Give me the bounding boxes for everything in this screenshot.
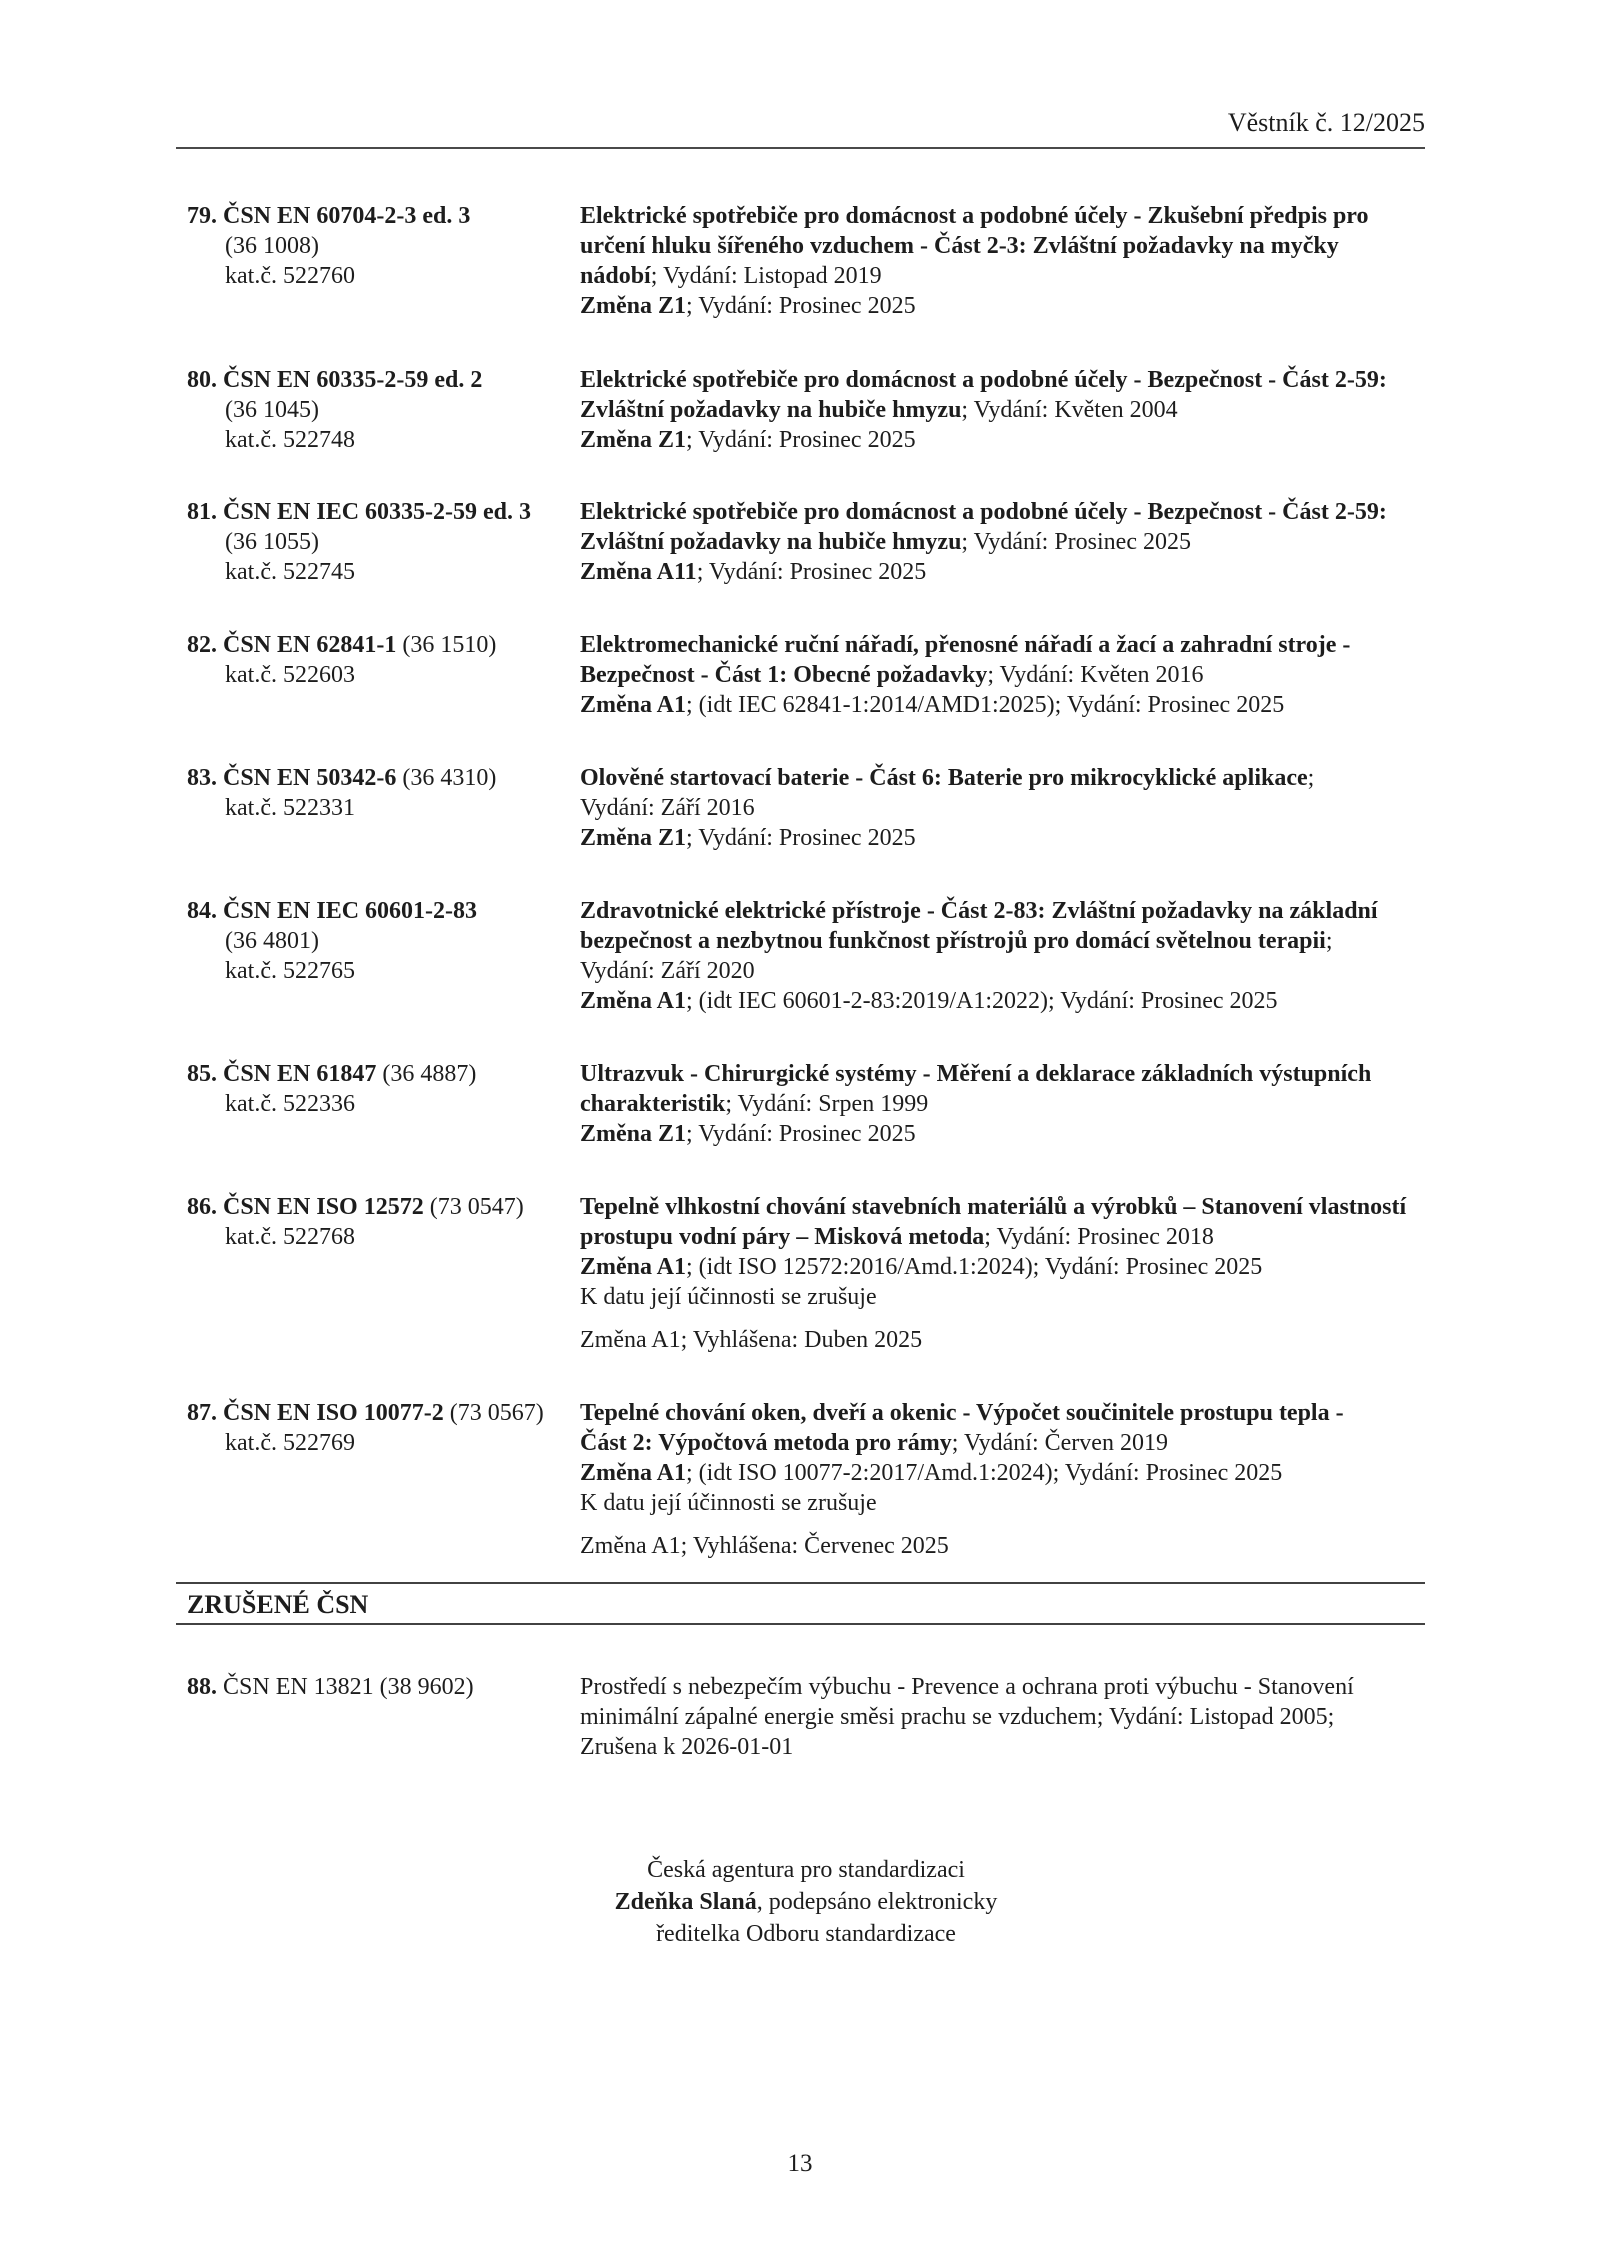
standard-title: Zdravotnické elektrické přístroje - Část 2-83: Zvláštní požadavky na základní: [580, 898, 1378, 924]
item-catalog-number: kat.č. 522745: [225, 559, 355, 585]
page-header: Věstník č. 12/2025: [1227, 108, 1425, 137]
header-rule: [176, 147, 1425, 149]
item-class-code: (36 1510): [402, 632, 497, 658]
description-line: [580, 231, 1425, 261]
description-line: [580, 1192, 1425, 1222]
item-class-code: (36 1045): [225, 397, 319, 423]
issue-info: ; Vydání: Červen 2019: [951, 1430, 1168, 1456]
standard-title: Zvláštní požadavky na hubiče hmyzu: [580, 397, 962, 423]
description-line: [580, 261, 1425, 291]
section-heading: [176, 1582, 1425, 1625]
standard-title: Elektrické spotřebiče pro domácnost a podobné účely - Zkušební předpis pro: [580, 203, 1369, 229]
item-description: [580, 497, 1425, 587]
item-heading-line: [187, 1059, 580, 1089]
signature-line: [187, 1886, 1425, 1918]
issue-info: ; Vydání: Květen 2016: [987, 662, 1204, 688]
description-line: [580, 557, 1425, 587]
amendment-name: Změna Z1: [580, 1121, 687, 1147]
amendment-issue-info: ; (idt IEC 62841-1:2014/AMD1:2025); Vydání: Prosinec 2025: [686, 692, 1285, 718]
item-heading-line: [187, 630, 580, 660]
description-line: [580, 395, 1425, 425]
item-catalog-number: kat.č. 522336: [225, 1091, 355, 1117]
item-number: 87.: [187, 1400, 217, 1426]
section-heading-label: ZRUŠENÉ ČSN: [187, 1590, 369, 1619]
item-catalog-number: kat.č. 522331: [225, 795, 355, 821]
standard-title: Elektrické spotřebiče pro domácnost a podobné účely - Bezpečnost - Část 2-59:: [580, 499, 1387, 525]
item-class-code: (36 1008): [225, 233, 319, 259]
description-line: Prostředí s nebezpečím výbuchu - Prevence a ochrana proti výbuchu - Stanovení: [580, 1674, 1354, 1700]
description-line: [580, 365, 1425, 395]
description-line: [580, 1222, 1425, 1252]
issue-info: ; Vydání: Prosinec 2025: [961, 529, 1191, 555]
item-catalog-number: kat.č. 522765: [225, 958, 355, 984]
item-catalog-number: kat.č. 522603: [225, 662, 355, 688]
description-line: [580, 1059, 1425, 1089]
amendment-name: Změna A1: [580, 1254, 687, 1280]
description-line: [580, 1398, 1425, 1428]
description-line: [580, 291, 1425, 321]
signature-method: , podepsáno elektronicky: [756, 1889, 998, 1915]
item-number: 86.: [187, 1194, 217, 1220]
standard-title: určení hluku šířeného vzduchem - Část 2-3: Zvláštní požadavky na myčky: [580, 233, 1339, 259]
item-label: [187, 1398, 580, 1561]
description-line: [580, 497, 1425, 527]
item-number: 88.: [187, 1674, 217, 1700]
signature-block: [187, 1854, 1425, 1950]
item-description: [580, 201, 1425, 321]
standard-title: Zvláštní požadavky na hubiče hmyzu: [580, 529, 962, 555]
item-catalog-number: kat.č. 522768: [225, 1224, 355, 1250]
announced-amendment-note: Změna A1; Vyhlášena: Červenec 2025: [580, 1533, 949, 1559]
amendment-name: Změna Z1: [580, 825, 687, 851]
amendment-name: Změna Z1: [580, 293, 687, 319]
item-designation: ČSN EN 60335-2-59 ed. 2: [223, 367, 483, 393]
standard-item: [187, 201, 1425, 321]
item-catalog-number: kat.č. 522760: [225, 263, 355, 289]
item-designation: ČSN EN ISO 10077-2: [223, 1400, 444, 1426]
item-class-code: (73 0567): [449, 1400, 544, 1426]
item-catalog-number: kat.č. 522748: [225, 427, 355, 453]
description-line: [580, 1428, 1425, 1458]
issue-info: ; Vydání: Listopad 2019: [650, 263, 882, 289]
signature-organization: Česká agentura pro standardizaci: [647, 1857, 965, 1883]
amendment-issue-info: ; (idt ISO 10077-2:2017/Amd.1:2024); Vydání: Prosinec 2025: [686, 1460, 1283, 1486]
standard-item: [187, 497, 1425, 587]
item-label: [187, 1672, 580, 1762]
item-label: [187, 1192, 580, 1355]
standard-title: Bezpečnost - Část 1: Obecné požadavky: [580, 662, 988, 688]
standard-item: [187, 1192, 1425, 1355]
description-line: [580, 660, 1425, 690]
effective-date-note: K datu její účinnosti se zrušuje: [580, 1490, 877, 1516]
item-designation: ČSN EN 62841-1: [223, 632, 397, 658]
description-line: [580, 630, 1425, 660]
description-line: [580, 425, 1425, 455]
standard-title: nádobí: [580, 263, 651, 289]
item-designation: ČSN EN ISO 12572: [223, 1194, 424, 1220]
item-label: [187, 497, 580, 587]
signatory-title: ředitelka Odboru standardizace: [656, 1921, 956, 1947]
item-label: [187, 763, 580, 853]
amendment-name: Změna A1: [580, 692, 687, 718]
issue-info: Vydání: Září 2016: [580, 795, 755, 821]
issue-info: ; Vydání: Prosinec 2018: [984, 1224, 1214, 1250]
description-line: [580, 1119, 1425, 1149]
item-label: [187, 365, 580, 455]
standard-item: [187, 896, 1425, 1016]
signatory-name: Zdeňka Slaná: [614, 1889, 757, 1915]
description-line: [580, 1458, 1425, 1488]
standard-title: Ultrazvuk - Chirurgické systémy - Měření a deklarace základních výstupních: [580, 1061, 1372, 1087]
item-class-code: (36 4310): [402, 765, 497, 791]
item-number: 79.: [187, 203, 217, 229]
issue-info: ;: [1325, 928, 1333, 954]
item-heading-line: [187, 497, 580, 527]
description-line: [580, 1252, 1425, 1282]
description-line: [580, 690, 1425, 720]
item-label: [187, 1059, 580, 1149]
standard-item: [187, 763, 1425, 853]
amendment-name: Změna A11: [580, 559, 697, 585]
item-catalog-number: kat.č. 522769: [225, 1430, 355, 1456]
standards-list: [187, 201, 1425, 1950]
item-description: [580, 1398, 1425, 1561]
amendment-issue-info: ; Vydání: Prosinec 2025: [696, 559, 927, 585]
standard-item: [187, 630, 1425, 720]
description-line: [580, 956, 1425, 986]
amendment-issue-info: ; (idt ISO 12572:2016/Amd.1:2024); Vydání: Prosinec 2025: [686, 1254, 1263, 1280]
item-label: [187, 630, 580, 720]
issue-info: ; Vydání: Srpen 1999: [725, 1091, 929, 1117]
item-description: [580, 1059, 1425, 1149]
item-heading-line: [187, 201, 580, 231]
amendment-issue-info: ; Vydání: Prosinec 2025: [686, 427, 916, 453]
item-designation: ČSN EN 50342-6: [223, 765, 397, 791]
item-class-code: (73 0547): [429, 1194, 524, 1220]
item-designation: ČSN EN 61847: [223, 1061, 377, 1087]
amendment-issue-info: ; Vydání: Prosinec 2025: [686, 293, 916, 319]
item-number: 80.: [187, 367, 217, 393]
item-label: [187, 896, 580, 1016]
standard-item: [187, 1672, 1425, 1762]
standard-title: bezpečnost a nezbytnou funkčnost přístrojů pro domácí světelnou terapii: [580, 928, 1326, 954]
description-line: [580, 896, 1425, 926]
description-line: minimální zápalné energie směsi prachu se vzduchem; Vydání: Listopad 2005;: [580, 1704, 1335, 1730]
issue-info: ; Vydání: Květen 2004: [961, 397, 1178, 423]
standard-title: prostupu vodní páry – Misková metoda: [580, 1224, 985, 1250]
issue-info: Vydání: Září 2020: [580, 958, 755, 984]
page-number: 13: [787, 2150, 813, 2177]
item-heading-line: [187, 763, 580, 793]
description-line: [580, 793, 1425, 823]
amendment-name: Změna A1: [580, 1460, 687, 1486]
standard-item: [187, 365, 1425, 455]
amendment-name: Změna Z1: [580, 427, 687, 453]
standard-title: Část 2: Výpočtová metoda pro rámy: [580, 1430, 952, 1456]
item-number: 83.: [187, 765, 217, 791]
item-designation: ČSN EN IEC 60601-2-83: [223, 898, 478, 924]
item-description: [580, 763, 1425, 853]
standard-title: Olověné startovací baterie - Část 6: Baterie pro mikrocyklické aplikace: [580, 765, 1308, 791]
item-class-code: (36 1055): [225, 529, 319, 555]
description-line: [580, 527, 1425, 557]
issue-info: ;: [1307, 765, 1315, 791]
cancellation-date: Zrušena k 2026-01-01: [580, 1734, 794, 1760]
item-class-code: (36 4801): [225, 928, 319, 954]
item-number: 81.: [187, 499, 217, 525]
item-heading-line: [187, 896, 580, 926]
item-description: [580, 1192, 1425, 1355]
standard-title: Tepelné chování oken, dveří a okenic - Výpočet součinitele prostupu tepla -: [580, 1400, 1344, 1426]
announced-amendment-note: Změna A1; Vyhlášena: Duben 2025: [580, 1327, 923, 1353]
item-label: [187, 201, 580, 321]
standard-title: Elektromechanické ruční nářadí, přenosné nářadí a žací a zahradní stroje -: [580, 632, 1351, 658]
item-number: 85.: [187, 1061, 217, 1087]
item-description: [580, 1672, 1425, 1762]
effective-date-note: K datu její účinnosti se zrušuje: [580, 1284, 877, 1310]
amendment-issue-info: ; Vydání: Prosinec 2025: [686, 825, 916, 851]
description-line: [580, 1089, 1425, 1119]
item-description: [580, 365, 1425, 455]
item-heading-line: [187, 365, 580, 395]
item-description: [580, 896, 1425, 1016]
amendment-issue-info: ; Vydání: Prosinec 2025: [686, 1121, 916, 1147]
item-heading-line: [187, 1192, 580, 1222]
item-description: [580, 630, 1425, 720]
item-designation: ČSN EN IEC 60335-2-59 ed. 3: [223, 499, 532, 525]
description-line: [580, 823, 1425, 853]
item-heading-line: [187, 1672, 580, 1702]
amendment-issue-info: ; (idt IEC 60601-2-83:2019/A1:2022); Vydání: Prosinec 2025: [686, 988, 1278, 1014]
item-designation: ČSN EN 60704-2-3 ed. 3: [223, 203, 471, 229]
item-class-code: (36 4887): [382, 1061, 477, 1087]
amendment-name: Změna A1: [580, 988, 687, 1014]
standard-item: [187, 1059, 1425, 1149]
item-designation: ČSN EN 13821 (38 9602): [223, 1674, 474, 1700]
item-number: 82.: [187, 632, 217, 658]
description-line: [580, 201, 1425, 231]
standard-title: Tepelně vlhkostní chování stavebních materiálů a výrobků – Stanovení vlastností: [580, 1194, 1407, 1220]
standard-item: [187, 1398, 1425, 1561]
standard-title: Elektrické spotřebiče pro domácnost a podobné účely - Bezpečnost - Část 2-59:: [580, 367, 1387, 393]
item-number: 84.: [187, 898, 217, 924]
description-line: [580, 763, 1425, 793]
description-line: [580, 986, 1425, 1016]
standard-title: charakteristik: [580, 1091, 726, 1117]
item-heading-line: [187, 1398, 580, 1428]
description-line: [580, 926, 1425, 956]
